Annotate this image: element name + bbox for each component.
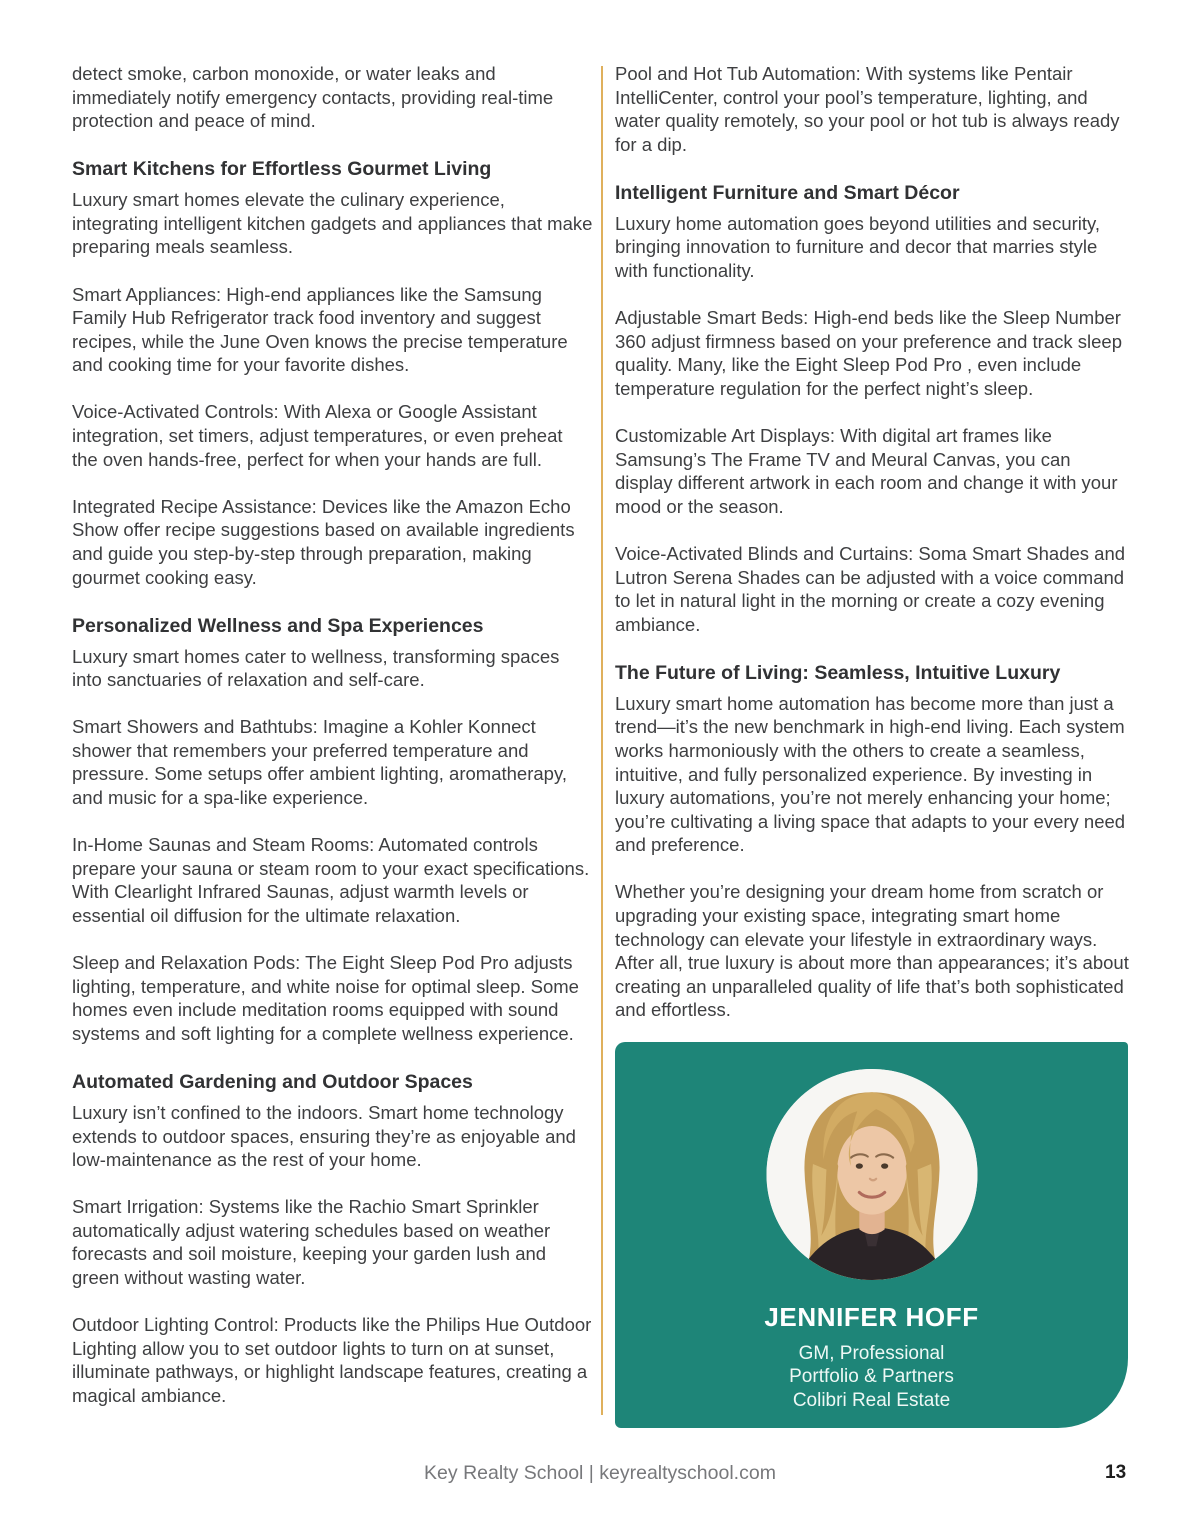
paragraph: Adjustable Smart Beds: High-end beds like the Sleep Number 360 adjust firmness based on your preference and track sleep quality. Many, like the Eight Sleep Pod Pro , even include temperature regulation for the perfect night’s sleep. xyxy=(615,307,1122,399)
author-name: JENNIFER HOFF xyxy=(764,1301,979,1332)
woman-portrait-illustration xyxy=(766,1069,977,1280)
paragraph: Luxury smart homes elevate the culinary experience, integrating intelligent kitchen gadgets and appliances that make preparing meals seamless. xyxy=(72,189,593,258)
paragraph: Smart Showers and Bathtubs: Imagine a Kohler Konnect shower that remembers your preferred temperature and pressure. Some setups offer ambient lighting, aromatherapy, and music for a spa-like experience. xyxy=(72,716,567,809)
paragraph: Luxury isn’t confined to the indoors. Smart home technology extends to outdoor spaces, ensuring they’re as enjoyable and low-maintenance as the rest of your home. xyxy=(72,1101,576,1171)
author-title-line: Colibri Real Estate xyxy=(792,1389,951,1411)
paragraph: Smart Irrigation: Systems like the Rachio Smart Sprinkler automatically adjust watering schedules based on weather forecasts and soil moisture, keeping your garden lush and green without wasting water. xyxy=(72,1196,551,1288)
section-heading: Intelligent Furniture and Smart Décor xyxy=(615,181,960,204)
footer-branding: Key Realty School | keyrealtyschool.com xyxy=(424,1462,776,1484)
author-titles xyxy=(615,1342,1128,1413)
paragraph: Pool and Hot Tub Automation: With systems like Pentair IntelliCenter, control your pool’s temperature, lighting, and water quality remotely, so your pool or hot tub is always ready for a dip. xyxy=(615,63,1120,155)
paragraph: Outdoor Lighting Control: Products like the Philips Hue Outdoor Lighting allow you to set outdoor lights to turn on at sunset, illuminate pathways, or highlight landscape features, creating a magical ambiance. xyxy=(72,1314,592,1406)
author-title-line: GM, Professional xyxy=(798,1342,945,1364)
section-heading: Smart Kitchens for Effortless Gourmet Living xyxy=(72,158,492,181)
section-heading: Automated Gardening and Outdoor Spaces xyxy=(72,1070,473,1093)
section-heading: The Future of Living: Seamless, Intuitive Luxury xyxy=(615,661,1061,684)
paragraph: Customizable Art Displays: With digital art frames like Samsung’s The Frame TV and Meural Canvas, you can display different artwork in each room and change it with your mood or the season. xyxy=(615,425,1118,517)
paragraph: Luxury home automation goes beyond utilities and security, bringing innovation to furniture and decor that marries style with functionality. xyxy=(615,212,1101,282)
author-title-line: Portfolio & Partners xyxy=(789,1366,954,1387)
paragraph: Sleep and Relaxation Pods: The Eight Sleep Pod Pro adjusts lighting, temperature, and white noise for optimal sleep. Some homes even include meditation rooms equipped with sound systems and soft lighting for a complete wellness experience. xyxy=(72,952,579,1044)
paragraph: Integrated Recipe Assistance: Devices like the Amazon Echo Show offer recipe suggestions based on available ingredients and guide you step-by-step through preparation, making gourmet cooking easy. xyxy=(72,495,575,588)
paragraph: In-Home Saunas and Steam Rooms: Automated controls prepare your sauna or steam room to your exact specifications. With Clearlight Infrared Saunas, adjust warmth levels or essential oil diffusion for the ultimate relaxation. xyxy=(72,834,590,926)
column-divider-rule xyxy=(601,66,603,1415)
paragraph: detect smoke, carbon monoxide, or water leaks and immediately notify emergency contacts, providing real-time protection and peace of mind. xyxy=(72,63,554,132)
page-number: 13 xyxy=(1105,1462,1127,1483)
left-column xyxy=(72,62,593,1431)
paragraph: Voice-Activated Controls: With Alexa or Google Assistant integration, set timers, adjust temperatures, or even preheat the oven hands-free, perfect for when your hands are full. xyxy=(72,401,563,470)
paragraph: Luxury smart homes cater to wellness, transforming spaces into sanctuaries of relaxation and self-care. xyxy=(72,645,560,691)
paragraph: Smart Appliances: High-end appliances like the Samsung Family Hub Refrigerator track food inventory and suggest recipes, while the June Oven knows the precise temperature and cooking time for your favorite dishes. xyxy=(72,283,568,376)
author-spotlight-card xyxy=(615,1042,1128,1428)
paragraph: Luxury smart home automation has become more than just a trend—it’s the new benchmark in high-end living. Each system works harmoniously with the others to create a seamless, intuitive, and fully personalized experience. By investing in luxury automations, you’re not merely enhancing your home; you’re cultivating a living space that adapts to your every need and preference. xyxy=(615,692,1126,856)
paragraph: Whether you’re designing your dream home from scratch or upgrading your existing space, integrating smart home technology can elevate your lifestyle in extraordinary ways. After all, true luxury is about more than appearances; it’s about creating an unparalleled quality of life that’s both sophisticated and effortless. xyxy=(615,881,1129,1021)
section-heading: Personalized Wellness and Spa Experiences xyxy=(72,614,484,637)
avatar xyxy=(766,1069,977,1280)
right-column xyxy=(615,62,1132,1428)
paragraph: Voice-Activated Blinds and Curtains: Soma Smart Shades and Lutron Serena Shades can be adjusted with a voice command to let in natural light in the morning or create a cozy evening ambiance. xyxy=(615,542,1126,635)
